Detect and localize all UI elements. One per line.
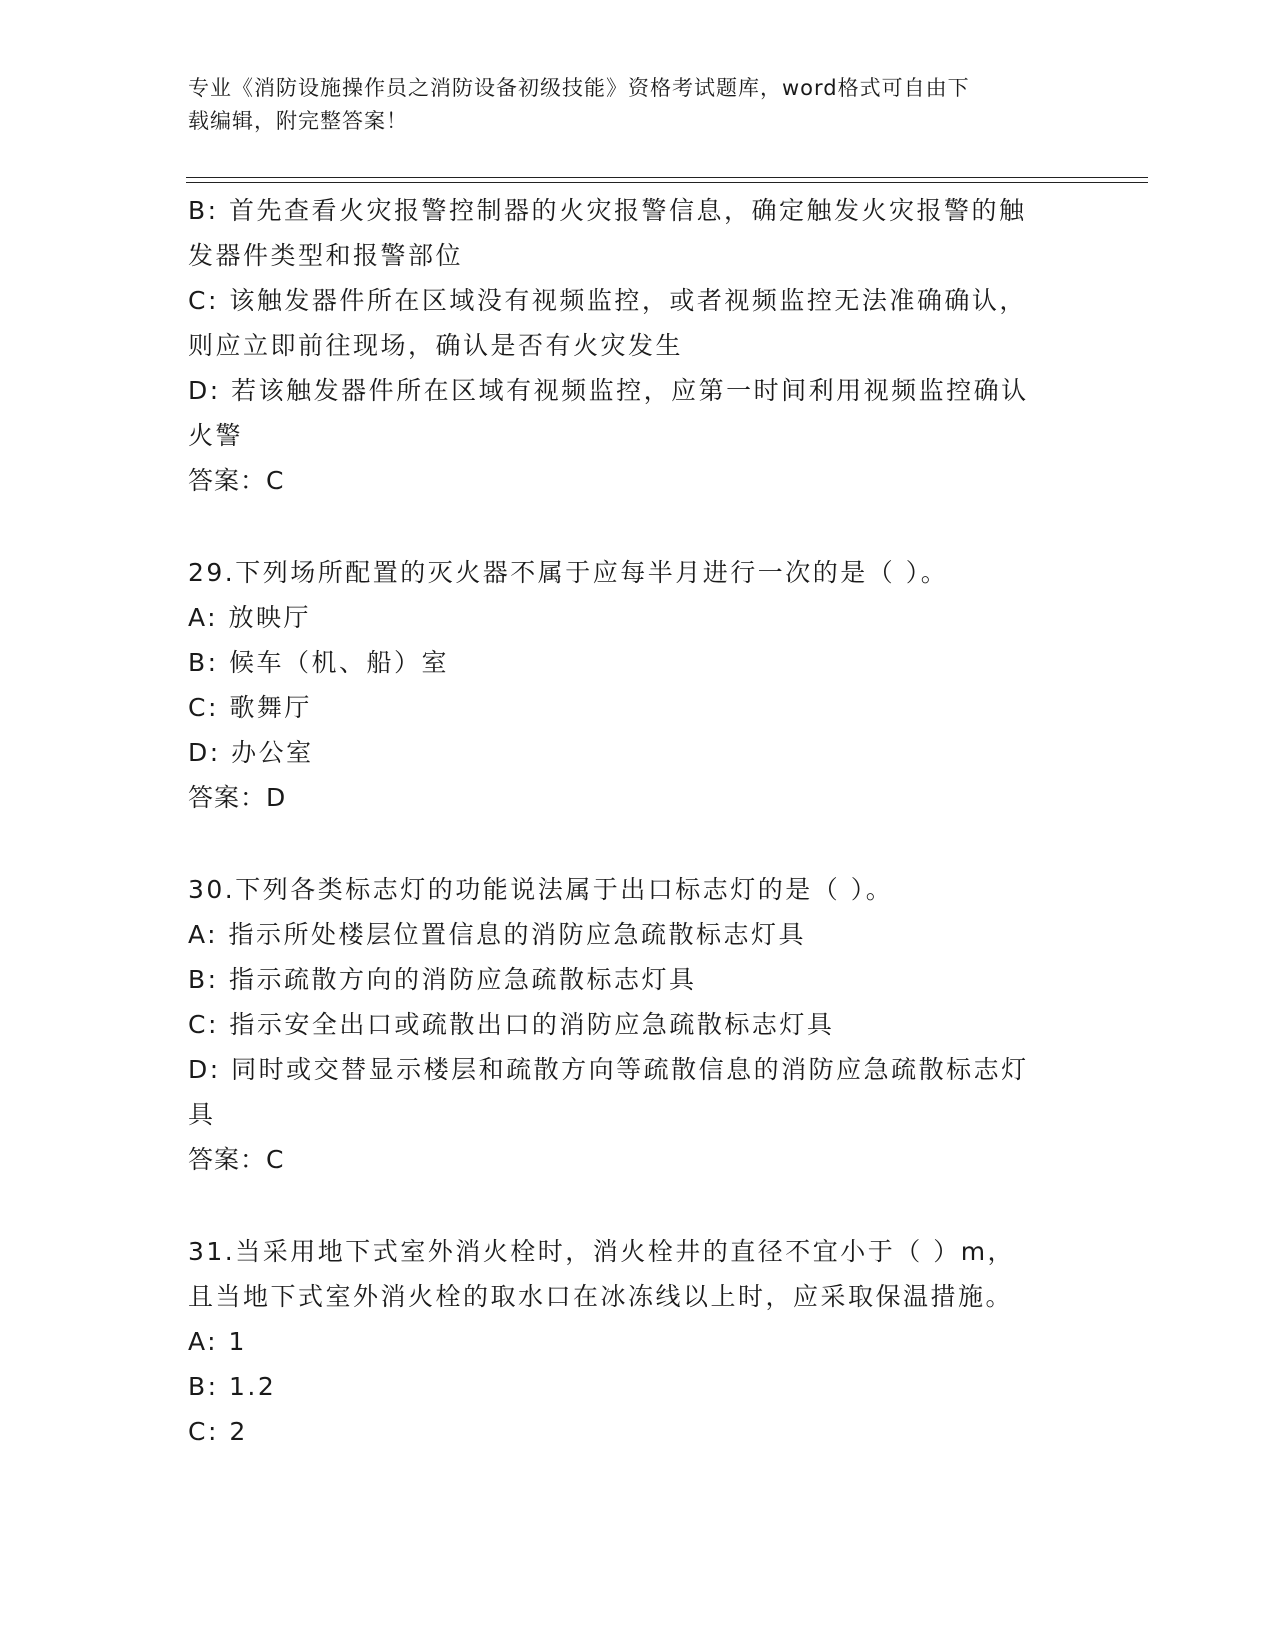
option-c: C: 歌舞厅 [188,693,312,722]
answer-label: 答案：D [188,783,287,812]
option-c-line-2: 则应立即前往现场，确认是否有火灾发生 [188,331,684,360]
question-29 [188,550,1078,820]
question-stem: 29.下列场所配置的灭火器不属于应每半月进行一次的是（ ）。 [188,558,949,587]
header-line-2: 载编辑，附完整答案！ [188,109,408,133]
question-31 [188,1229,1078,1454]
option-d: D: 办公室 [188,738,314,767]
question-stem: 30.下列各类标志灯的功能说法属于出口标志灯的是（ ）。 [188,875,894,904]
header-line-1: 专业《消防设施操作员之消防设备初级技能》资格考试题库，word格式可自由下 [188,76,970,100]
prev-question [188,188,1078,503]
answer-label: 答案：C [188,466,285,495]
option-b: B: 候车（机、船）室 [188,648,450,677]
answer-label: 答案：C [188,1145,285,1174]
spacer [188,820,1078,867]
option-d-line-1: D: 同时或交替显示楼层和疏散方向等疏散信息的消防应急疏散标志灯 [188,1055,1029,1084]
option-c: C: 2 [188,1417,248,1446]
question-list [188,188,1078,1454]
question-30 [188,867,1078,1182]
option-d-line-2: 具 [188,1100,216,1129]
document-header [188,72,1088,138]
option-b: B: 1.2 [188,1372,277,1401]
option-a: A: 指示所处楼层位置信息的消防应急疏散标志灯具 [188,920,807,949]
question-stem-line-1: 31.当采用地下式室外消火栓时，消火栓井的直径不宜小于（ ）m， [188,1237,1016,1266]
spacer [188,1182,1078,1229]
option-c-line-1: C: 该触发器件所在区域没有视频监控，或者视频监控无法准确确认， [188,286,1027,315]
option-b-line-1: B: 首先查看火灾报警控制器的火灾报警信息，确定触发火灾报警的触 [188,196,1027,225]
header-divider-top [186,177,1148,178]
option-d-line-1: D: 若该触发器件所在区域有视频监控，应第一时间利用视频监控确认 [188,376,1029,405]
spacer [188,503,1078,550]
option-d-line-2: 火警 [188,421,244,450]
option-a: A: 放映厅 [188,603,312,632]
question-stem-line-2: 且当地下式室外消火栓的取水口在冰冻线以上时，应采取保温措施。 [188,1282,1014,1311]
option-b-line-2: 发器件类型和报警部位 [188,241,464,270]
option-c: C: 指示安全出口或疏散出口的消防应急疏散标志灯具 [188,1010,835,1039]
header-divider-bottom [186,182,1148,183]
option-b: B: 指示疏散方向的消防应急疏散标志灯具 [188,965,697,994]
option-a: A: 1 [188,1327,247,1356]
